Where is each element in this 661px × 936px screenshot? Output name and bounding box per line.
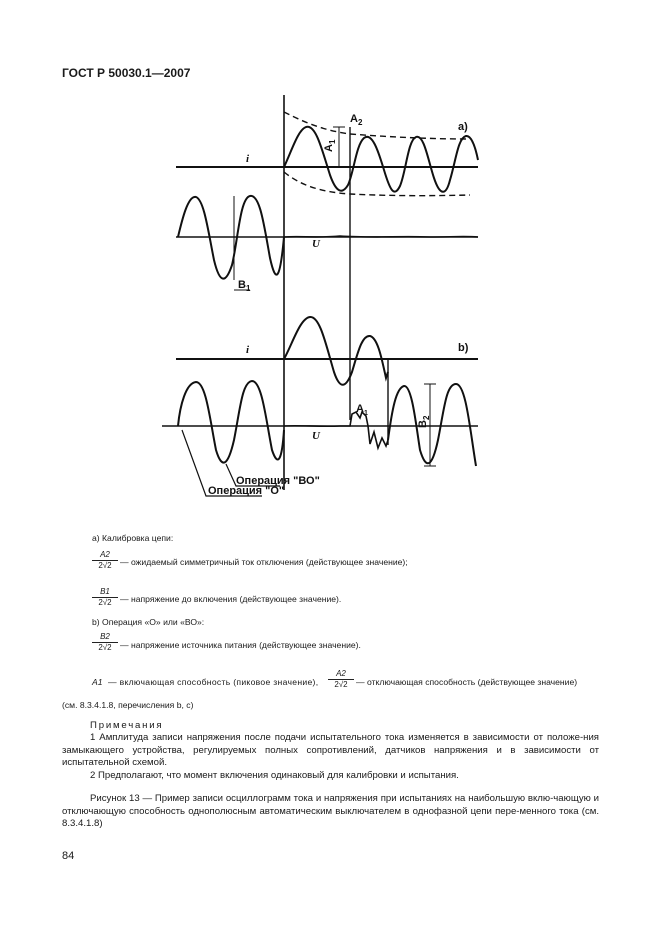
b2-label: $B_2$ (417, 415, 431, 428)
legend-a-title: а) Калибровка цепи: (92, 533, 174, 543)
a1-label: $A_1$ (323, 139, 337, 152)
legend-a1-desc: — включающая способность (пиковое значение), (108, 677, 319, 687)
axis-i-label-a: i (246, 153, 250, 165)
axis-u-label-b: U (312, 430, 320, 442)
a-upper-envelope (284, 112, 470, 139)
legend-b-title: b) Операция «О» или «ВО»: (92, 617, 205, 627)
b1-label: $B_1$ (238, 279, 251, 293)
fraction-a2: $\frac{A2}{2√2}$ (92, 550, 118, 571)
a1-label-b: $A_1$ (356, 403, 368, 417)
b-voltage-wave-before (178, 381, 284, 463)
legend-b2-desc: — напряжение источника питания (действующее значение). (120, 640, 361, 650)
legend-reference: (см. 8.3.4.1.8, перечисления b, c) (62, 700, 194, 710)
label-b: b) (458, 342, 469, 354)
legend-b1-desc: — напряжение до включения (действующее значение). (120, 594, 342, 604)
b-current-wave (284, 317, 388, 385)
figure-caption: Рисунок 13 — Пример записи осциллограмм тока и напряжения при испытаниях на наибольшую вклю-чающую и отключающую способность однополюсным автоматическим выключателем в однофазной цепи пере-менного тока (см. 8.3.4.1.8) (62, 793, 599, 830)
b-voltage-wave-after (388, 384, 476, 466)
fraction-b1: $\frac{B1}{2√2}$ (92, 587, 118, 608)
a-voltage-after (284, 236, 478, 237)
page-number: 84 (62, 850, 75, 862)
axis-i-label-b: i (246, 344, 250, 356)
note-2: 2 Предполагают, что момент включения одинаковый для калибровки и испытания. (90, 770, 459, 781)
note-1: 1 Амплитуда записи напряжения после подачи испытательного тока изменяется в зависимости от положе-ния замыкающего устройства, регулируемых полных сопротивлений, датчиков напряжения и в зависимости от испытательной схемой. (62, 732, 599, 769)
op-bo-label: Операция "ВО" (236, 475, 320, 487)
fraction-a2-b: $\frac{A2}{2√2}$ (328, 669, 354, 690)
legend-a2b-desc: — отключающая способность (действующее значение) (356, 677, 578, 687)
document-header: ГОСТ Р 50030.1—2007 (62, 66, 191, 80)
fraction-b2: $\frac{B2}{2√2}$ (92, 632, 118, 653)
label-a: a) (458, 121, 468, 133)
a2-label: $A_2$ (350, 113, 363, 127)
notes-title: Примечания (90, 720, 164, 731)
b-voltage-transient (368, 426, 388, 448)
axis-u-label-a: U (312, 238, 320, 250)
legend-a1-symbol: A1 (92, 677, 103, 687)
op-o-label: Операция "О" (208, 485, 285, 497)
legend-a2-desc: — ожидаемый симметричный ток отключения (действующее значение); (120, 557, 408, 567)
